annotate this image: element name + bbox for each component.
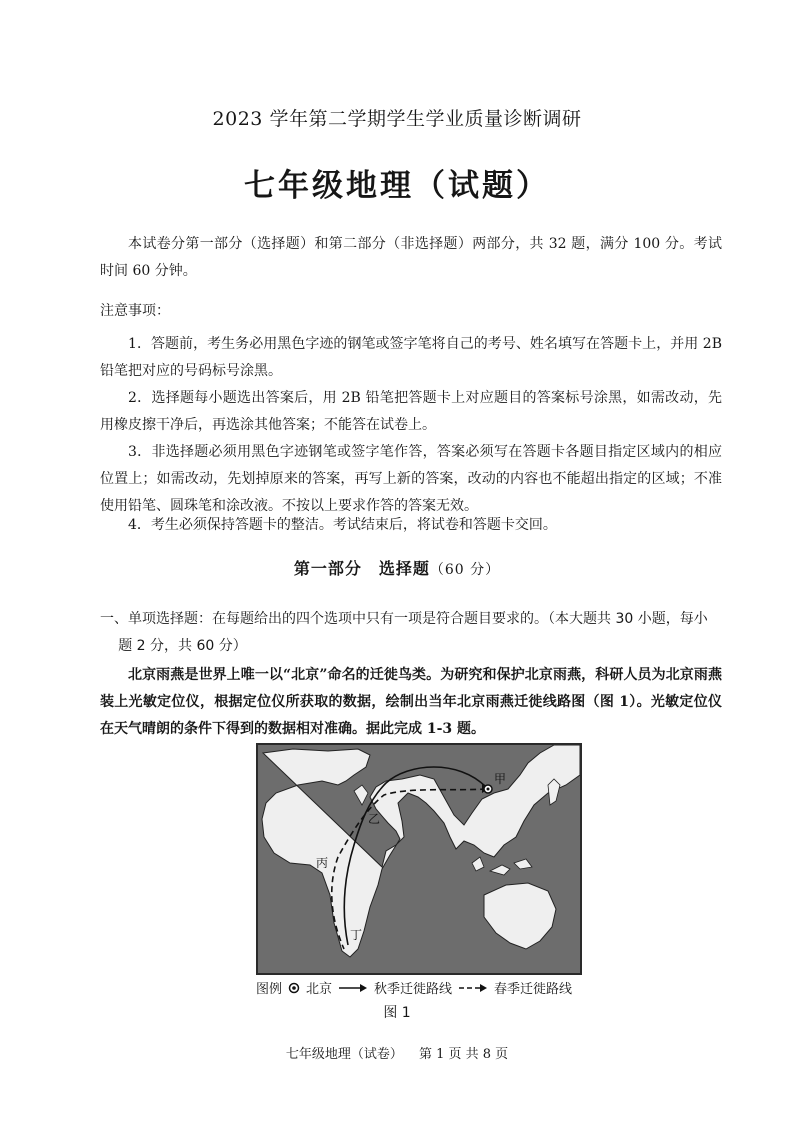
footer-page-number: 第 1 页 共 8 页 bbox=[418, 1047, 509, 1062]
section-score: （60 分） bbox=[429, 562, 501, 578]
subject-title: 七年级地理（试题） bbox=[244, 168, 550, 204]
figure-caption: 图 1 bbox=[383, 1005, 411, 1021]
page-footer bbox=[0, 1043, 794, 1062]
legend-beijing: 北京 bbox=[306, 982, 333, 997]
map-svg bbox=[258, 745, 580, 973]
label-bing: 丙 bbox=[316, 856, 329, 870]
question-group-line1: 一、单项选择题：在每题给出的四个选项中只有一项是符合题目要求的。（本大题共 30 小题，每小 bbox=[100, 611, 708, 627]
label-ding: 丁 bbox=[350, 928, 363, 942]
legend-spring: 春季迁徙路线 bbox=[494, 982, 573, 997]
label-jia: 甲 bbox=[494, 772, 507, 786]
note-item-2: 2．选择题每小题选出答案后，用 2B 铅笔把答题卡上对应题目的答案标号涂黑，如需改动，先用橡皮擦干净后，再选涂其他答案；不能答在试卷上。 bbox=[100, 390, 722, 433]
legend-title: 图例 bbox=[256, 982, 283, 997]
section-title bbox=[0, 556, 794, 579]
notes-heading: 注意事项： bbox=[100, 303, 170, 319]
label-yi: 乙 bbox=[368, 812, 381, 826]
note-item-3: 3．非选择题必须用黑色字迹钢笔或签字笔作答，答案必须写在答题卡各题目指定区域内的相应位置上；如需改动，先划掉原来的答案，再写上新的答案，改动的内容也不能超出指定的区域；不准使用铅笔、圆珠笔和涂改液。不按以上要求作答的答案无效。 bbox=[100, 444, 722, 514]
intro-text: 本试卷分第一部分（选择题）和第二部分（非选择题）两部分，共 32 题，满分 100 分。考试时间 60 分钟。 bbox=[100, 236, 722, 279]
migration-map bbox=[256, 743, 582, 975]
beijing-legend-icon bbox=[288, 982, 300, 994]
section-title-text: 第一部分 选择题 bbox=[293, 559, 430, 578]
footer-subject: 七年级地理（试卷） bbox=[285, 1047, 403, 1062]
exam-title: 2023 学年第二学期学生学业质量诊断调研 bbox=[212, 108, 582, 130]
question-group-header bbox=[100, 606, 722, 660]
reading-passage: 北京雨燕是世界上唯一以“北京”命名的迁徙鸟类。为研究和保护北京雨燕，科研人员为北京雨燕装上光敏定位仪，根据定位仪所获取的数据，绘制出当年北京雨燕迁徙线路图（图 1）。光敏定位仪在天气晴朗的条件下得到的数据相对准确。据此完成 1-3 题。 bbox=[100, 667, 722, 737]
legend-autumn: 秋季迁徙路线 bbox=[374, 982, 453, 997]
beijing-marker-dot bbox=[487, 788, 490, 791]
note-item-4: 4．考生必须保持答题卡的整洁。考试结束后，将试卷和答题卡交回。 bbox=[128, 517, 557, 533]
autumn-route-legend-icon bbox=[338, 983, 368, 993]
spring-route-legend-icon bbox=[458, 983, 488, 993]
note-item-1: 1．答题前，考生务必用黑色字迹的钢笔或签字笔将自己的考号、姓名填写在答题卡上，并用 2B 铅笔把对应的号码标号涂黑。 bbox=[100, 336, 722, 379]
question-group-line2: 题 2 分，共 60 分） bbox=[118, 638, 247, 654]
map-legend bbox=[256, 978, 586, 997]
